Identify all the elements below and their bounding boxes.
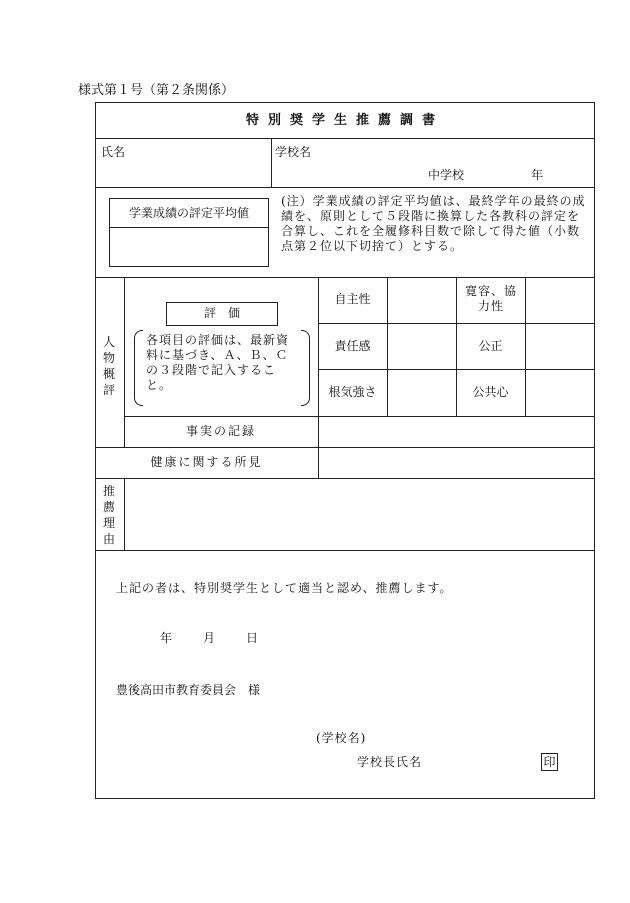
- grade-average-note: (注）学業成績の評定平均値は、最終学年の最終の成績を、原則として５段階に換算した各教科の評定を合算し、これを全履修科目数で除して得た値（小数点第２位以下切捨て）とする。: [281, 194, 586, 253]
- divider: [387, 277, 388, 416]
- divider: [124, 478, 125, 550]
- health-findings-label: 健康に関する所見: [150, 455, 263, 469]
- divider: [95, 447, 595, 448]
- divider: [95, 138, 595, 139]
- divider: [95, 187, 595, 188]
- recommendation-statement: 上記の者は、特別奨学生として適当と認め、推薦します。: [116, 581, 453, 595]
- divider: [95, 277, 595, 278]
- divider: [124, 416, 595, 417]
- bracket-left: [134, 330, 143, 406]
- character-eval-label: 人物概評: [102, 335, 115, 397]
- divider: [95, 478, 595, 479]
- form-number: 様式第１号（第２条関係）: [78, 83, 235, 98]
- grade-year-label: 年: [531, 168, 544, 182]
- student-name-label: 氏名: [101, 145, 126, 159]
- junior-high-label: 中学校: [428, 168, 465, 182]
- evaluation-label: 評 価: [203, 306, 240, 320]
- school-name-label: 学校名: [275, 145, 312, 159]
- trait-perseverance: 根気強さ: [328, 385, 377, 399]
- trait-fairness: 公正: [478, 339, 503, 353]
- date-year: 年: [160, 631, 173, 645]
- addressee: 豊後高田市教育委員会 様: [116, 683, 261, 697]
- evaluation-note: 各項目の評価は、最新資料に基づき、Ａ、Ｂ、Ｃの３段階で記入すること。: [146, 333, 290, 392]
- principal-name-label: 学校長氏名: [357, 755, 423, 769]
- grade-average-label: 学業成績の評定平均値: [128, 206, 249, 220]
- divider: [525, 277, 526, 416]
- divider: [109, 227, 269, 228]
- divider: [271, 138, 272, 187]
- trait-responsibility: 責任感: [334, 339, 371, 353]
- recommendation-reason-label: 推薦理由: [102, 484, 115, 546]
- form-title: 特別奨学生推薦調書: [245, 113, 444, 128]
- bracket-right: [301, 330, 310, 406]
- divider: [124, 277, 125, 447]
- trait-tolerance: 寛容、協力性: [464, 284, 517, 313]
- trait-public-spirit: 公共心: [472, 385, 509, 399]
- facts-record-label: 事実の記録: [185, 424, 256, 438]
- school-name-paren: (学校名): [316, 731, 367, 745]
- date-day: 日: [246, 631, 259, 645]
- divider: [95, 550, 595, 551]
- date-month: 月: [203, 631, 216, 645]
- trait-autonomy: 自主性: [334, 292, 371, 306]
- seal-mark: 印: [541, 753, 558, 771]
- divider: [318, 277, 319, 478]
